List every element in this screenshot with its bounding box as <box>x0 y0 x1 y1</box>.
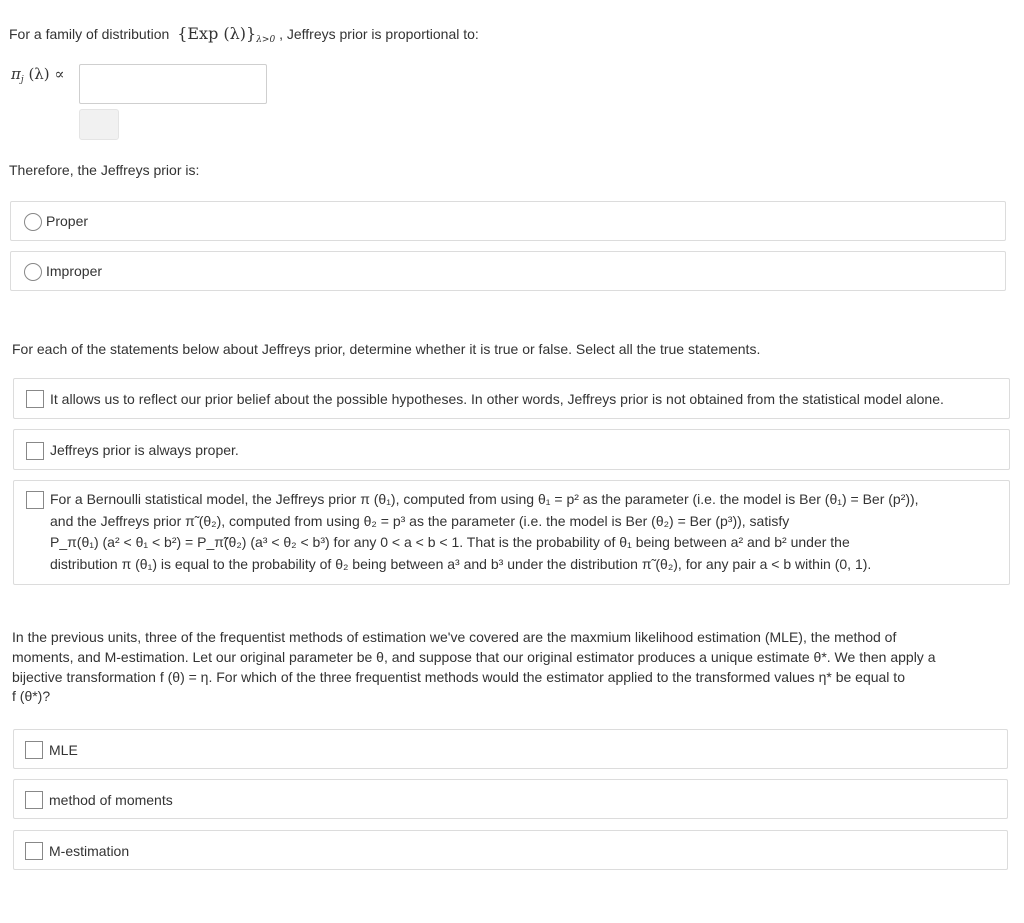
statement-prior-belief[interactable] <box>13 378 1010 419</box>
q1-prompt <box>9 24 479 45</box>
statement-always-proper-checkbox[interactable] <box>26 442 44 460</box>
q1-prompt-prefix: For a family of distribution <box>9 26 170 42</box>
q4-prompt-line-3: bijective transformation f (θ) = η. For which of the three frequentist methods would the estimator applied to the transformed values η* be equal to <box>12 668 905 685</box>
statement-always-proper[interactable] <box>13 429 1010 470</box>
method-of-moments-checkbox[interactable] <box>25 791 43 809</box>
q4-prompt-line-2: moments, and M-estimation. Let our original parameter be θ, and suppose that our original estimator produces a unique estimate θ*. We then apply a <box>12 648 936 665</box>
math-preview-box <box>79 109 119 140</box>
statement-bernoulli-line-4: distribution π (θ₁) is equal to the probability of θ₂ being between a³ and b³ under the distribution π̃ (θ₂), for any pair a < b within (0, 1). <box>50 555 872 572</box>
statement-prior-belief-label: It allows us to reflect our prior belief about the possible hypotheses. In other words, Jeffreys prior is not obtained from the statistical model alone. <box>50 391 944 407</box>
q1-prompt-suffix: , Jeffreys prior is proportional to: <box>279 26 479 42</box>
q1-family-math: {Exp $(\lambda)\}_{\lambda>0}$ <box>177 24 276 45</box>
q4-prompt <box>12 628 935 707</box>
q4-prompt-line-1: In the previous units, three of the frequentist methods of estimation we've covered are the maxmium likelihood estimation (MLE), the method of <box>12 629 897 645</box>
proper-radio[interactable] <box>24 213 42 231</box>
method-of-moments-label: method of moments <box>49 792 173 808</box>
q1-answer-label: $\pi_j$ (λ) ∝ <box>11 65 65 85</box>
statement-bernoulli-checkbox[interactable] <box>26 491 44 509</box>
statement-bernoulli-line-1: For a Bernoulli statistical model, the Jeffreys prior π (θ₁), computed from using θ₁ = p² as the parameter (i.e. the model is Ber (θ₁) = Ber (p²)), <box>50 491 919 507</box>
jeffreys-prior-answer-input[interactable] <box>79 64 267 104</box>
option-method-of-moments[interactable] <box>13 779 1008 819</box>
statement-bernoulli-line-3: P_π(θ₁) (a² < θ₁ < b²) = P_π̃(θ₂) (a³ < θ₂ < b³) for any 0 < a < b < 1. That is the probability of θ₁ being between a² and b² under the <box>50 534 850 550</box>
q2-prompt: Therefore, the Jeffreys prior is: <box>9 162 200 178</box>
q3-prompt: For each of the statements below about Jeffreys prior, determine whether it is true or false. Select all the true statements. <box>12 341 761 357</box>
option-m-estimation[interactable] <box>13 830 1008 870</box>
improper-radio[interactable] <box>24 263 42 281</box>
q4-prompt-line-4: f (θ*)? <box>12 688 51 705</box>
option-proper[interactable] <box>10 201 1006 241</box>
statement-always-proper-label: Jeffreys prior is always proper. <box>50 442 239 458</box>
statement-bernoulli-line-2: and the Jeffreys prior π̃ (θ₂), computed from using θ₂ = p³ as the parameter (i.e. the model is Ber (θ₂) = Ber (p³)), satisfy <box>50 512 790 529</box>
statement-prior-belief-checkbox[interactable] <box>26 390 44 408</box>
statement-bernoulli-text <box>50 489 919 575</box>
mle-checkbox[interactable] <box>25 741 43 759</box>
mle-label: MLE <box>49 742 78 758</box>
improper-label: Improper <box>46 263 103 279</box>
statement-bernoulli[interactable] <box>13 480 1010 585</box>
option-improper[interactable] <box>10 251 1006 291</box>
option-mle[interactable] <box>13 729 1008 769</box>
m-estimation-label: M-estimation <box>49 843 130 859</box>
proper-label: Proper <box>46 213 89 229</box>
m-estimation-checkbox[interactable] <box>25 842 43 860</box>
